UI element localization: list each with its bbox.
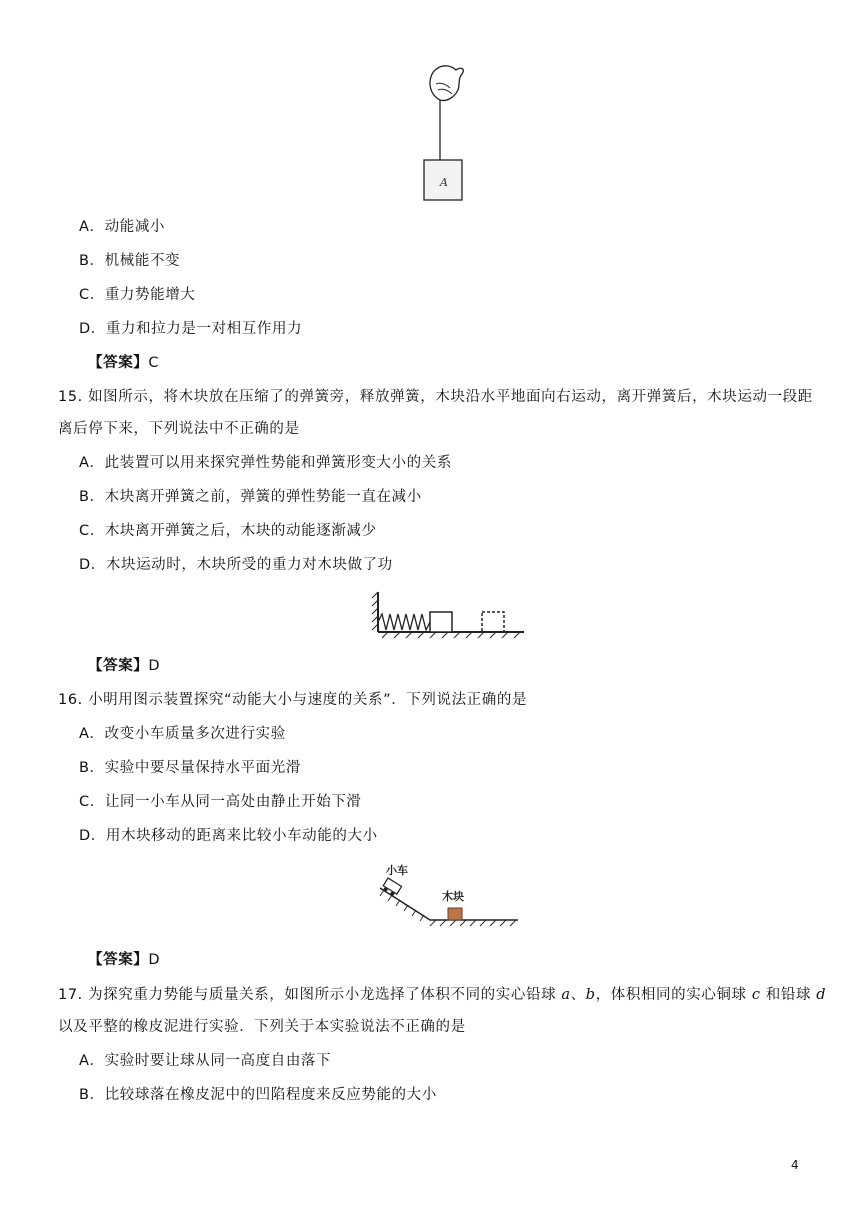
q15-option-b: B．木块离开弹簧之前，弹簧的弹性势能一直在减小 bbox=[79, 489, 422, 505]
q16-option-d: D．用木块移动的距离来比较小车动能的大小 bbox=[79, 828, 378, 844]
answer-label: 【答案】 bbox=[88, 658, 149, 674]
block-a-label: A bbox=[440, 176, 448, 189]
q16-option-a: A．改变小车质量多次进行实验 bbox=[79, 726, 286, 742]
answer-label: 【答案】 bbox=[88, 952, 149, 968]
q14-answer bbox=[88, 353, 159, 373]
spring-block-figure bbox=[372, 588, 526, 640]
q14-option-d: D．重力和拉力是一对相互作用力 bbox=[79, 321, 303, 337]
q17-stem-part2: ，体积相同的实心铜球 bbox=[595, 987, 752, 1003]
q17-option-a: A．实验时要让球从同一高度自由落下 bbox=[79, 1053, 332, 1069]
var-b: b bbox=[585, 987, 596, 1003]
answer-value: D bbox=[148, 658, 161, 674]
q15-stem-line1: 15. 如图所示，将木块放在压缩了的弹簧旁，释放弹簧，木块沿水平地面向右运动，离开弹簧后，木块运动一段距 bbox=[58, 389, 813, 405]
answer-label: 【答案】 bbox=[88, 355, 149, 371]
q15-option-a: A．此装置可以用来探究弹性势能和弹簧形变大小的关系 bbox=[79, 455, 452, 471]
cart-label: 小车 bbox=[386, 864, 408, 877]
q15-stem-line2: 离后停下来，下列说法中不正确的是 bbox=[58, 421, 300, 437]
var-d: d bbox=[816, 987, 827, 1003]
q16-stem-line1: 16. 小明用图示装置探究“动能大小与速度的关系”．下列说法正确的是 bbox=[58, 692, 528, 708]
var-a: a bbox=[561, 987, 571, 1003]
q15-answer bbox=[88, 656, 160, 676]
q16-option-c: C．让同一小车从同一高处由静止开始下滑 bbox=[79, 794, 362, 810]
q17-stem-sep: 、 bbox=[570, 987, 586, 1003]
cart-ramp-figure bbox=[372, 858, 522, 934]
q14-option-a: A．动能减小 bbox=[79, 219, 166, 235]
hand-string-block-figure bbox=[410, 62, 482, 206]
q17-stem-line2: 以及平整的橡皮泥进行实验．下列关于本实验说法不正确的是 bbox=[58, 1019, 466, 1035]
q16-answer bbox=[88, 950, 160, 970]
q15-option-d: D．木块运动时，木块所受的重力对木块做了功 bbox=[79, 557, 393, 573]
q17-stem-line1 bbox=[58, 985, 826, 1005]
q17-stem-part3: 和铅球 bbox=[760, 987, 817, 1003]
q16-option-b: B．实验中要尽量保持水平面光滑 bbox=[79, 760, 301, 776]
q15-option-c: C．木块离开弹簧之后，木块的动能逐渐减少 bbox=[79, 523, 377, 539]
var-c: c bbox=[751, 987, 761, 1003]
q17-stem-part1: 17. 为探究重力势能与质量关系，如图所示小龙选择了体积不同的实心铅球 bbox=[58, 987, 562, 1003]
answer-value: C bbox=[148, 355, 160, 371]
q14-option-c: C．重力势能增大 bbox=[79, 287, 196, 303]
page-number: 4 bbox=[791, 1158, 799, 1172]
q14-option-b: B．机械能不变 bbox=[79, 253, 181, 269]
answer-value: D bbox=[148, 952, 161, 968]
block-label: 木块 bbox=[442, 890, 464, 903]
q17-option-b: B．比较球落在橡皮泥中的凹陷程度来反应势能的大小 bbox=[79, 1087, 437, 1103]
